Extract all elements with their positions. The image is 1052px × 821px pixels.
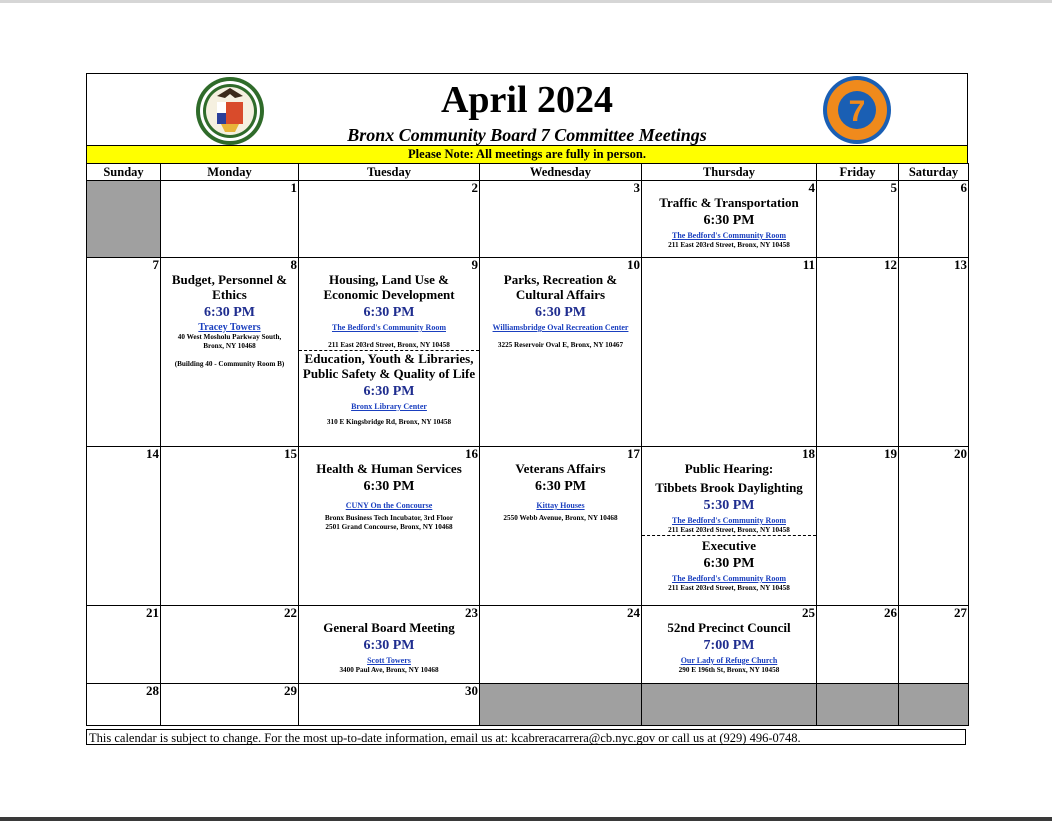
day-cell: [161, 606, 299, 684]
event-name: Traffic & Transportation: [659, 195, 799, 210]
location-link[interactable]: Tracey Towers: [198, 322, 261, 333]
event-note: (Building 40 - Community Room B): [174, 360, 285, 368]
event-52nd-precinct-council: [642, 620, 816, 675]
day-cell: [817, 181, 899, 258]
day-number: 9: [471, 257, 478, 272]
day-number: 16: [465, 446, 478, 461]
event-executive: [642, 538, 816, 593]
calendar-page: [86, 73, 968, 746]
event-education-youth-libraries: [299, 351, 479, 427]
week-row: [87, 181, 969, 258]
day-cell: [642, 447, 817, 606]
header-monday: Monday: [161, 164, 299, 181]
day-number: 26: [884, 605, 897, 620]
event-public-hearing: [642, 461, 816, 536]
header-thursday: Thursday: [642, 164, 817, 181]
empty-day-cell: [899, 684, 969, 726]
day-cell: [299, 447, 480, 606]
day-cell: [87, 258, 161, 447]
event-veterans-affairs: [480, 461, 641, 523]
page-subtitle: Bronx Community Board 7 Committee Meetings: [347, 125, 707, 145]
week-row: [87, 606, 969, 684]
event-name: Housing, Land Use &: [329, 272, 449, 287]
event-address: 3400 Paul Ave, Bronx, NY 10468: [339, 666, 439, 674]
event-address: Bronx Business Tech Incubator, 3rd Floor: [324, 514, 454, 522]
day-number: 30: [465, 683, 478, 698]
event-housing-land-use: [299, 272, 479, 351]
event-name: Education, Youth & Libraries,: [304, 351, 474, 366]
event-traffic-transportation: [642, 195, 816, 250]
location-link[interactable]: Our Lady of Refuge Church: [680, 656, 778, 665]
location-link[interactable]: CUNY On the Concourse: [345, 501, 433, 510]
day-cell: [299, 684, 480, 726]
day-cell: [642, 606, 817, 684]
event-name: 52nd Precinct Council: [667, 620, 791, 635]
day-number: 14: [146, 446, 159, 461]
bottom-border: [0, 817, 1052, 821]
day-cell: [87, 606, 161, 684]
day-cell: [480, 606, 642, 684]
day-number: 8: [290, 257, 297, 272]
day-number: 1: [290, 180, 297, 195]
day-number: 17: [627, 446, 640, 461]
day-cell: [899, 181, 969, 258]
day-cell: [87, 447, 161, 606]
event-address: 290 E 196th St, Bronx, NY 10458: [678, 666, 780, 674]
top-border: [0, 0, 1052, 3]
day-number: 5: [890, 180, 897, 195]
event-name: Executive: [701, 538, 757, 553]
event-time: 6:30 PM: [363, 638, 415, 653]
event-address: 211 East 203rd Street, Bronx, NY 10458: [328, 341, 450, 349]
community-board-7-logo: [821, 74, 893, 146]
day-cell: [299, 606, 480, 684]
location-link[interactable]: The Bedford's Community Room: [671, 574, 786, 583]
day-cell: [817, 447, 899, 606]
event-name: Parks, Recreation &: [503, 272, 618, 287]
calendar-header: [86, 73, 968, 146]
day-cell: [480, 447, 642, 606]
event-time: 6:30 PM: [703, 213, 755, 228]
footer-disclaimer: This calendar is subject to change. For the most up-to-date information, email us at: kcabreracarrera@cb.nyc.gov or call us at (929) 496-0748.: [86, 729, 966, 745]
event-name: Health & Human Services: [316, 461, 462, 476]
empty-day-cell: [480, 684, 642, 726]
logo-number: 7: [848, 95, 866, 128]
day-number: 13: [954, 257, 967, 272]
day-number: 24: [627, 605, 640, 620]
event-address: 2550 Webb Avenue, Bronx, NY 10468: [503, 514, 618, 522]
day-cell: [299, 181, 480, 258]
empty-day-cell: [87, 181, 161, 258]
event-time: 6:30 PM: [363, 479, 415, 494]
event-time: 6:30 PM: [703, 556, 755, 571]
day-number: 19: [884, 446, 897, 461]
location-link[interactable]: The Bedford's Community Room: [671, 231, 786, 240]
empty-day-cell: [817, 684, 899, 726]
day-number: 27: [954, 605, 967, 620]
location-link[interactable]: Bronx Library Center: [351, 402, 427, 411]
event-time: 6:30 PM: [363, 384, 415, 399]
event-time: 5:30 PM: [703, 498, 755, 513]
day-cell: [817, 258, 899, 447]
day-number: 11: [802, 257, 815, 272]
event-address: 211 East 203rd Street, Bronx, NY 10458: [668, 584, 790, 592]
header-sunday: Sunday: [87, 164, 161, 181]
header-wednesday: Wednesday: [480, 164, 642, 181]
weekday-header-row: [87, 164, 969, 181]
event-general-board-meeting: [299, 620, 479, 675]
event-name: Tibbets Brook Daylighting: [655, 480, 803, 495]
day-number: 3: [633, 180, 640, 195]
event-name: Veterans Affairs: [515, 461, 606, 476]
page-title: April 2024: [440, 79, 614, 121]
header-saturday: Saturday: [899, 164, 969, 181]
event-address: 40 West Mosholu Parkway South,: [177, 333, 282, 341]
day-cell: [642, 181, 817, 258]
day-number: 12: [884, 257, 897, 272]
day-cell: [642, 258, 817, 447]
day-cell: [899, 258, 969, 447]
calendar-grid: [86, 163, 969, 726]
week-row: [87, 447, 969, 606]
event-name: Cultural Affairs: [515, 287, 606, 302]
location-link[interactable]: The Bedford's Community Room: [671, 516, 786, 525]
day-number: 28: [146, 683, 159, 698]
day-cell: [161, 181, 299, 258]
location-link[interactable]: Scott Towers: [367, 656, 411, 665]
event-address: 211 East 203rd Street, Bronx, NY 10458: [668, 241, 790, 249]
day-cell: [161, 258, 299, 447]
day-number: 7: [152, 257, 159, 272]
day-number: 6: [960, 180, 967, 195]
event-name: Public Safety & Quality of Life: [302, 366, 476, 381]
in-person-note: Please Note: All meetings are fully in person.: [86, 145, 968, 164]
week-row: [87, 684, 969, 726]
day-cell: [299, 258, 480, 447]
day-number: 23: [465, 605, 478, 620]
empty-day-cell: [642, 684, 817, 726]
event-name: Budget, Personnel & Ethics: [171, 272, 288, 302]
day-number: 15: [284, 446, 297, 461]
week-row: [87, 258, 969, 447]
day-number: 2: [471, 180, 478, 195]
location-link[interactable]: Williamsbridge Oval Recreation Center: [492, 323, 629, 332]
event-time: 6:30 PM: [363, 305, 415, 320]
event-address: 3225 Reservoir Oval E, Bronx, NY 10467: [497, 341, 624, 349]
event-time: 7:00 PM: [703, 638, 755, 653]
day-cell: [87, 684, 161, 726]
day-cell: [899, 447, 969, 606]
event-name: Public Hearing:: [684, 461, 774, 476]
day-cell: [480, 258, 642, 447]
day-cell: [161, 684, 299, 726]
event-name: General Board Meeting: [323, 620, 455, 635]
day-cell: [817, 606, 899, 684]
location-link[interactable]: The Bedford's Community Room: [331, 323, 446, 332]
day-cell: [161, 447, 299, 606]
day-cell: [899, 606, 969, 684]
event-address: 211 East 203rd Street, Bronx, NY 10458: [668, 526, 790, 534]
event-address: 2501 Grand Concourse, Bronx, NY 10468: [325, 523, 453, 531]
event-parks-recreation: [480, 272, 641, 350]
event-address: Bronx, NY 10468: [203, 342, 256, 350]
day-number: 21: [146, 605, 159, 620]
event-health-human-services: [299, 461, 479, 532]
header-tuesday: Tuesday: [299, 164, 480, 181]
location-link[interactable]: Kittay Houses: [536, 501, 585, 510]
header-friday: Friday: [817, 164, 899, 181]
day-cell: [480, 181, 642, 258]
event-budget-personnel-ethics: [161, 272, 298, 369]
day-number: 29: [284, 683, 297, 698]
event-time: 6:30 PM: [535, 479, 586, 494]
day-number: 18: [802, 446, 815, 461]
day-number: 20: [954, 446, 967, 461]
event-address: 310 E Kingsbridge Rd, Bronx, NY 10458: [326, 418, 452, 426]
event-time: 6:30 PM: [204, 305, 255, 320]
day-number: 4: [808, 180, 815, 195]
day-number: 22: [284, 605, 297, 620]
day-number: 25: [802, 605, 815, 620]
event-time: 6:30 PM: [535, 305, 586, 320]
day-number: 10: [627, 257, 640, 272]
event-name: Economic Development: [323, 287, 455, 302]
